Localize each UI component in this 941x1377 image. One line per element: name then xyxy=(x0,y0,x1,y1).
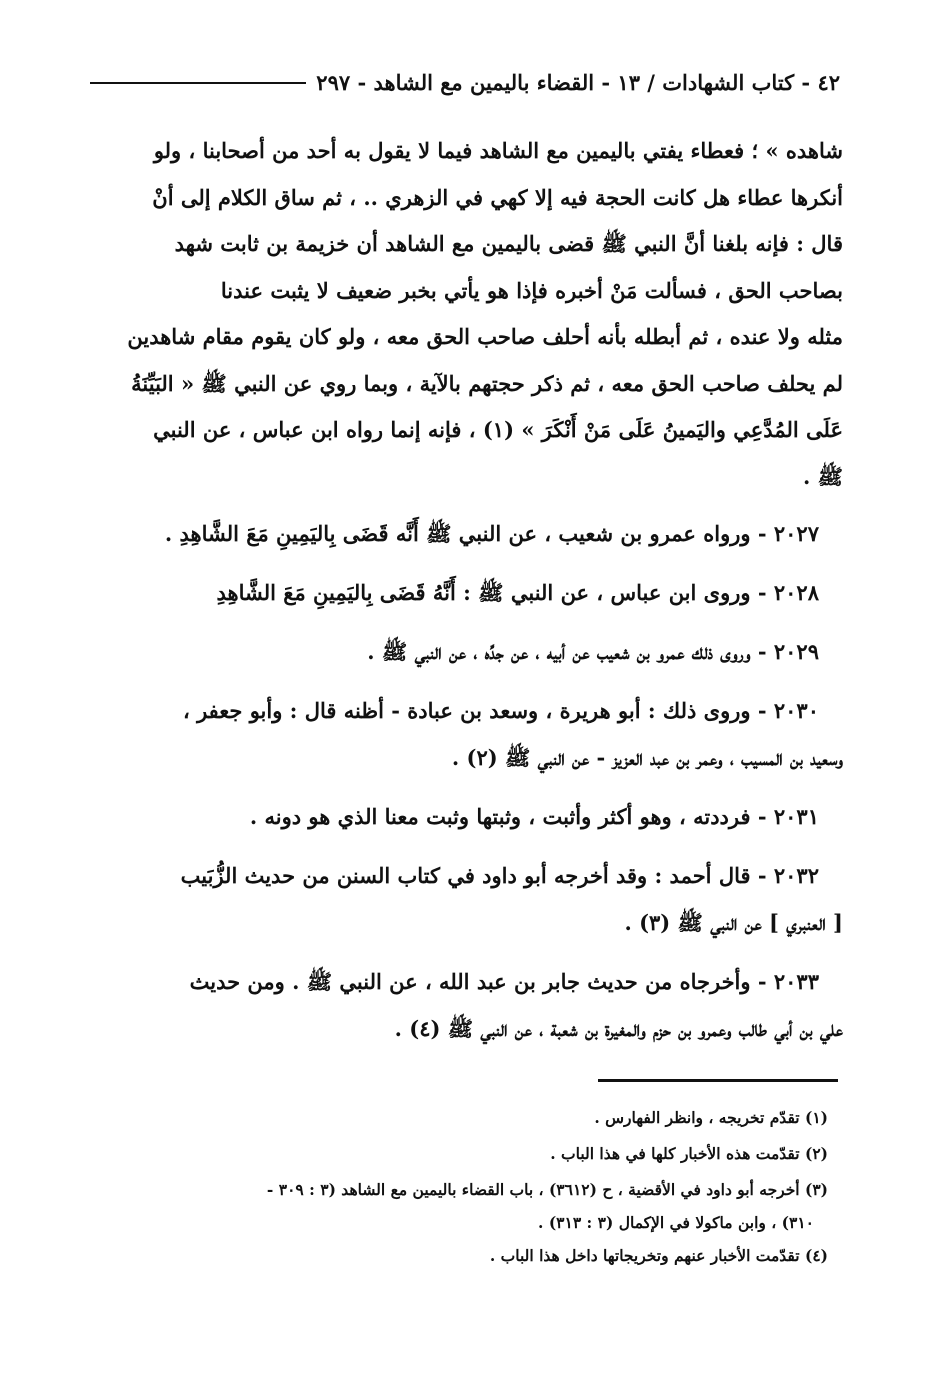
hadith-entries xyxy=(95,510,843,1064)
body-line: ﷺ . xyxy=(803,463,843,489)
footnote-3: (٣) أخرجه أبو داود في الأقضية ، ح (٣٦١٢) ، باب القضاء باليمين مع الشاهد (٣ : ٣٠٩ - xyxy=(266,1180,828,1199)
page-header xyxy=(90,70,840,95)
body-line: لم يحلف صاحب الحق معه ، ثم ذكر حجتهم بالآية ، وبما روي عن النبي ﷺ « البَيِّنَةُ xyxy=(131,370,843,396)
hadith-entry-2031: ٢٠٣١ - فرددته ، وهو أكثر وأثبت ، وثبتها وثبت معنا الذي هو دونه . xyxy=(249,804,819,829)
body-line: أنكرها عطاء هل كانت الحجة فيه إلا كهي في الزهري .. ، ثم ساق الكلام إلى أنْ xyxy=(152,184,843,210)
body-line: عَلَى المُدَّعِي واليَمينُ عَلَى مَنْ أَنْكَرَ » (١) ، فإنه إنما رواه ابن عباس ، عن النبي xyxy=(153,417,843,442)
hadith-entry-2033: ٢٠٣٣ - وأخرجاه من حديث جابر بن عبد الله ، عن النبي ﷺ . ومن حديث xyxy=(189,969,819,994)
body-line: بصاحب الحق ، فسألت مَنْ أخبره فإذا هو يأتي بخبر ضعيف لا يثبت عندنا xyxy=(220,277,843,303)
body-paragraph xyxy=(95,128,843,500)
footnote-1: (١) تقدّم تخريجه ، وانظر الفهارس . xyxy=(594,1108,828,1127)
running-title: ٤٢ - كتاب الشهادات / ١٣ - القضاء باليمين مع الشاهد - ٢٩٧ xyxy=(316,70,840,95)
body-line: قال : فإنه بلغنا أنَّ النبي ﷺ قضى باليمين مع الشاهد أن خزيمة بن ثابت شهد xyxy=(174,231,843,256)
hadith-entry-2032: ٢٠٣٢ - قال أحمد : وقد أخرجه أبو داود في كتاب السنن من حديث الزُّبَيب xyxy=(180,863,819,888)
footnotes xyxy=(95,1100,828,1274)
footnote-3-continued: ٣١٠) ، وابن ماكولا في الإكمال (٣ : ٣١٣) . xyxy=(538,1213,814,1232)
body-line: شاهده » ؛ فعطاء يفتي باليمين مع الشاهد فيما لا يقول به أحد من أصحابنا ، ولو xyxy=(153,138,843,163)
hadith-entry-2027: ٢٠٢٧ - ورواه عمرو بن شعيب ، عن النبي ﷺ أَنَّه قَضَى بِاليَمِينِ مَعَ الشَّاهِدِ . xyxy=(164,521,819,546)
footnote-2: (٢) تقدّمت هذه الأخبار كلها في هذا الباب . xyxy=(550,1144,828,1163)
hadith-entry-2028: ٢٠٢٨ - وروى ابن عباس ، عن النبي ﷺ : أَنَّهُ قَضَى بِاليَمِينِ مَعَ الشَّاهِدِ xyxy=(216,580,819,605)
hadith-entry-2033-continued: علي بن أبي طالب وعمرو بن حزم والمغيرة بن شعبة ، عن النبي ﷺ (٤) . xyxy=(394,1016,843,1041)
footnote-4: (٤) تقدّمت الأخبار عنهم وتخريجاتها داخل هذا الباب . xyxy=(489,1246,828,1265)
hadith-entry-2029: ٢٠٢٩ - وروى ذلك عمرو بن شعيب عن أبيه ، عن جدِّه ، عن النبي ﷺ . xyxy=(367,639,819,664)
footnote-separator xyxy=(598,1079,838,1082)
hadith-entry-2032-continued: [ العنبري ] عن النبي ﷺ (٣) . xyxy=(624,910,843,935)
header-rule xyxy=(90,82,306,84)
hadith-entry-2030: ٢٠٣٠ - وروى ذلك : أبو هريرة ، وسعد بن عبادة - أظنه قال : وأبو جعفر ، xyxy=(182,698,819,723)
hadith-entry-2030-continued: وسعيد بن المسيب ، وعمر بن عبد العزيز - عن النبي ﷺ (٢) . xyxy=(451,745,843,770)
body-line: مثله ولا عنده ، ثم أبطله بأنه أحلف صاحب الحق معه ، ولو كان يقوم مقام شاهدين xyxy=(127,324,843,349)
